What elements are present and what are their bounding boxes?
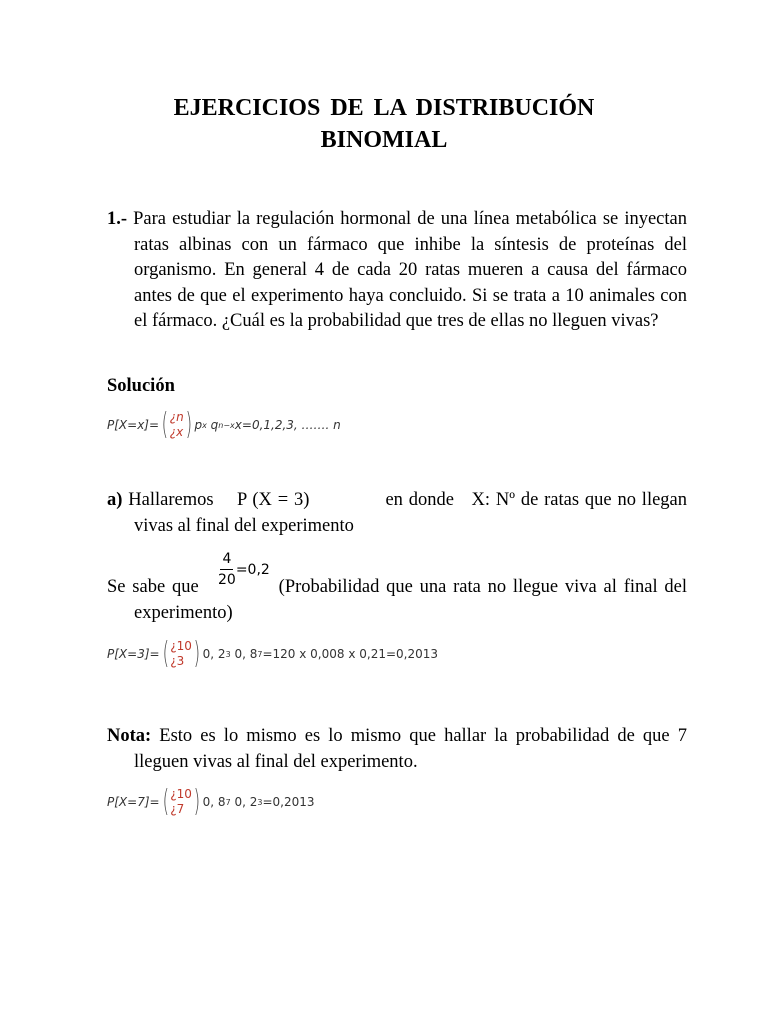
base-2: 0, 8	[234, 647, 258, 661]
left-paren: (	[161, 407, 169, 442]
formula-lhs: P[X=x]=	[107, 418, 160, 432]
title-line-1: EJERCICIOS DE LA DISTRIBUCIÓN	[173, 95, 595, 121]
part-a-label: a)	[107, 490, 123, 510]
binom-top: ¿10	[170, 639, 192, 653]
fraction-denominator: 20	[218, 572, 236, 588]
exponent-2: 3	[257, 797, 263, 807]
part-a-paragraph	[107, 488, 692, 539]
left-paren: (	[162, 784, 169, 819]
formula-general	[107, 405, 341, 445]
base-1: 0, 8	[202, 795, 226, 809]
base-2: 0, 2	[234, 795, 258, 809]
binomial-coefficient	[170, 639, 192, 669]
p-exponent: x	[202, 420, 207, 430]
problem-text: Para estudiar la regulación hormonal de una línea metabólica se inyectan ratas albinas con un fármaco que inhibe la síntesis de proteínas del organismo. En general 4 de cada 20 ratas mueren a causa del fármaco antes de que el experimento haya concluido. Si se trata a 10 animales con el fármaco. ¿Cuál es la probabilidad que tres de ellas no lleguen vivas?	[133, 209, 687, 331]
page-title	[0, 92, 768, 156]
fraction-numerator: 4	[220, 549, 233, 570]
se-sabe-prefix: Se sabe que	[107, 577, 199, 597]
nota-text: Esto es lo mismo es lo mismo que hallar la probabilidad de que 7 lleguen vivas al final del experimento.	[134, 726, 687, 772]
title-line-2: BINOMIAL	[320, 127, 448, 153]
exponent-1: 3	[225, 649, 231, 659]
formula-rest: =0,2013	[262, 795, 315, 809]
q-symbol: q	[210, 418, 219, 432]
binom-top: ¿10	[170, 787, 192, 801]
formula-rest: x=0,1,2,3, ……. n	[234, 418, 341, 432]
se-sabe-text: (Probabilidad que una rata no llegue viva al final del experimento)	[134, 577, 687, 623]
formula-nota	[107, 782, 315, 822]
exponent-2: 7	[257, 649, 263, 659]
right-paren: )	[185, 407, 192, 442]
right-paren: )	[193, 636, 201, 671]
exponent-1: 7	[225, 797, 231, 807]
binom-bottom: ¿7	[170, 802, 185, 816]
binomial-coefficient	[170, 787, 192, 817]
part-a-text: Hallaremos P (X = 3) en donde X: Nº de ratas que no llegan vivas al final del experimento	[128, 490, 692, 536]
formula-lhs: P[X=3]=	[107, 647, 160, 661]
p-symbol: p	[194, 418, 203, 432]
nota-paragraph	[107, 724, 687, 775]
binomial-coefficient	[170, 410, 184, 440]
binom-bottom: ¿3	[170, 654, 185, 668]
left-paren: (	[162, 636, 169, 671]
se-sabe-paragraph	[107, 575, 687, 626]
nota-label: Nota:	[107, 726, 152, 746]
binom-bottom: ¿x	[169, 425, 184, 439]
right-paren: )	[193, 784, 201, 819]
formula-lhs: P[X=7]=	[107, 795, 160, 809]
problem-paragraph	[107, 207, 687, 335]
fraction-result: =0,2	[235, 561, 270, 578]
base-1: 0, 2	[202, 647, 226, 661]
formula-part-a	[107, 634, 438, 674]
problem-number: 1.-	[107, 209, 128, 229]
q-exponent: n−x	[218, 420, 235, 430]
formula-rest: =120 x 0,008 x 0,21=0,2013	[262, 647, 439, 661]
binom-top: ¿n	[169, 410, 184, 424]
solution-heading: Solución	[107, 376, 175, 396]
